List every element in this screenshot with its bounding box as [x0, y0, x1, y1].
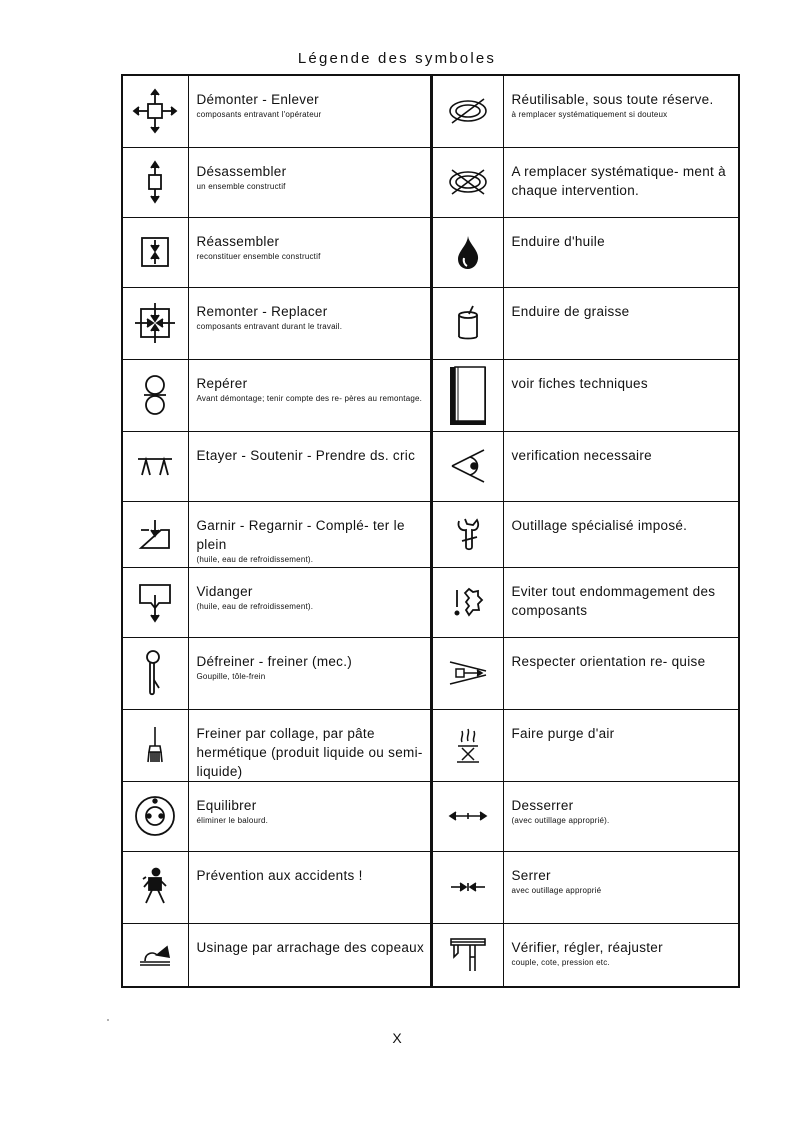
mark-position-icon	[122, 359, 188, 431]
legend-text-cell	[503, 637, 739, 709]
page-number: X	[392, 1030, 402, 1046]
symbol-legend-table	[121, 74, 740, 988]
legend-row	[122, 431, 739, 501]
symbol-note: à remplacer systématiquement si douteux	[511, 110, 668, 119]
symbol-label: Repérer	[196, 375, 248, 391]
legend-text-cell	[503, 147, 739, 217]
symbol-note: composants entravant durant le travail.	[196, 321, 343, 331]
symbol-label: Desserrer	[511, 797, 574, 813]
symbol-label: Prévention aux accidents !	[196, 867, 363, 883]
symbol-note: Avant démontage; tenir compte des re- pères au remontage.	[196, 393, 423, 403]
symbol-label: Usinage par arrachage des copeaux	[196, 939, 425, 955]
balance-wheel-icon	[122, 781, 188, 851]
cotter-pin-icon	[122, 637, 188, 709]
legend-text-cell	[188, 431, 431, 501]
reassemble-icon	[122, 217, 188, 287]
symbol-label: Freiner par collage, par pâte hermétique (produit liquide ou semi-liquide)	[196, 725, 423, 779]
legend-text-cell	[188, 923, 431, 987]
symbol-note: (huile, eau de refroidissement).	[196, 554, 314, 564]
symbol-note: (huile, eau de refroidissement).	[196, 601, 314, 611]
legend-row	[122, 637, 739, 709]
air-bleed-icon	[431, 709, 503, 781]
fill-up-icon	[122, 501, 188, 567]
legend-row	[122, 923, 739, 987]
legend-row	[122, 501, 739, 567]
legend-text-cell	[188, 75, 431, 147]
caliper-icon	[431, 923, 503, 987]
symbol-label: verification necessaire	[511, 447, 652, 463]
symbol-label: Eviter tout endommagement des composants	[511, 583, 716, 618]
legend-text-cell	[188, 147, 431, 217]
symbol-label: Equilibrer	[196, 797, 257, 813]
legend-text-cell	[503, 567, 739, 637]
symbol-label: Démonter - Enlever	[196, 92, 319, 107]
legend-text-cell	[503, 851, 739, 923]
symbol-label: Défreiner - freiner (mec.)	[196, 653, 353, 669]
legend-row	[122, 287, 739, 359]
symbol-label: Vidanger	[196, 583, 253, 599]
legend-row	[122, 781, 739, 851]
legend-text-cell	[503, 923, 739, 987]
loosen-arrows-icon	[431, 781, 503, 851]
tighten-arrows-icon	[431, 851, 503, 923]
page-title: Légende des symboles	[297, 50, 497, 67]
symbol-label: Vérifier, régler, réajuster	[511, 939, 663, 955]
legend-text-cell	[503, 217, 739, 287]
legend-row	[122, 359, 739, 431]
glue-brush-icon	[122, 709, 188, 781]
legend-text-cell	[503, 781, 739, 851]
eye-check-icon	[431, 431, 503, 501]
legend-text-cell	[503, 501, 739, 567]
legend-text-cell	[503, 431, 739, 501]
legend-text-cell	[503, 287, 739, 359]
drain-icon	[122, 567, 188, 637]
refit-replace-icon	[122, 287, 188, 359]
legend-text-cell	[503, 75, 739, 147]
legend-row	[122, 851, 739, 923]
symbol-label: Faire purge d'air	[511, 725, 615, 741]
legend-row	[122, 709, 739, 781]
symbol-label: voir fiches techniques	[511, 375, 648, 391]
scan-speck	[107, 1019, 109, 1021]
replace-always-icon	[431, 147, 503, 217]
oil-drop-icon	[431, 217, 503, 287]
legend-text-cell	[503, 359, 739, 431]
symbol-label: Garnir - Regarnir - Complé- ter le plein	[196, 517, 405, 552]
accident-prevention-icon	[122, 851, 188, 923]
symbol-label: A remplacer systématique- ment à chaque intervention.	[511, 163, 726, 198]
legend-text-cell	[188, 567, 431, 637]
special-tool-icon	[431, 501, 503, 567]
orientation-icon	[431, 637, 503, 709]
legend-row	[122, 567, 739, 637]
technical-book-icon	[431, 359, 503, 431]
legend-text-cell	[188, 359, 431, 431]
jack-stand-icon	[122, 431, 188, 501]
symbol-note: couple, cote, pression etc.	[511, 957, 610, 967]
symbol-label: Serrer	[511, 867, 551, 883]
legend-text-cell	[188, 501, 431, 567]
disassemble-remove-icon	[122, 75, 188, 147]
legend-text-cell	[188, 781, 431, 851]
grease-pot-icon	[431, 287, 503, 359]
reusable-icon	[431, 75, 503, 147]
symbol-note: (avec outillage approprié).	[511, 815, 610, 825]
symbol-label: Désassembler	[196, 163, 287, 179]
disassemble-assembly-icon	[122, 147, 188, 217]
symbol-label: Outillage spécialisé imposé.	[511, 517, 688, 533]
symbol-label: Respecter orientation re- quise	[511, 653, 706, 669]
symbol-label: Enduire de graisse	[511, 303, 630, 319]
legend-text-cell	[188, 851, 431, 923]
machining-chip-icon	[122, 923, 188, 987]
symbol-note: avec outillage approprié	[511, 885, 602, 895]
legend-row	[122, 147, 739, 217]
symbol-label: Etayer - Soutenir - Prendre ds. cric	[196, 447, 416, 463]
avoid-damage-icon	[431, 567, 503, 637]
symbol-label: Réutilisable, sous toute réserve.	[511, 92, 714, 107]
symbol-note: Goupille, tôle-frein	[196, 671, 266, 681]
symbol-label: Remonter - Replacer	[196, 303, 328, 319]
symbol-note: composants entravant l'opérateur	[196, 110, 322, 119]
legend-text-cell	[188, 287, 431, 359]
legend-row	[122, 217, 739, 287]
symbol-label: Enduire d'huile	[511, 233, 605, 249]
legend-text-cell	[188, 217, 431, 287]
legend-text-cell	[188, 637, 431, 709]
symbol-note: un ensemble constructif	[196, 181, 286, 191]
legend-text-cell	[503, 709, 739, 781]
symbol-note: reconstituer ensemble constructif	[196, 251, 321, 261]
legend-row	[122, 75, 739, 147]
legend-text-cell	[188, 709, 431, 781]
symbol-label: Réassembler	[196, 233, 280, 249]
symbol-note: éliminer le balourd.	[196, 815, 269, 825]
